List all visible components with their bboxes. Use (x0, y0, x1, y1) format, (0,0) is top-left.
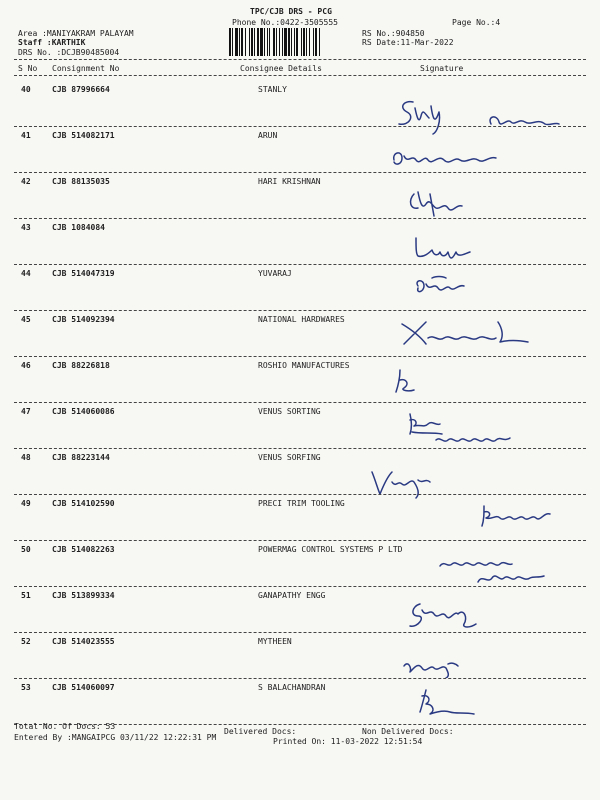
row-divider (14, 356, 586, 357)
row-divider (14, 448, 586, 449)
row-divider (14, 494, 586, 495)
signature-mark (392, 366, 422, 396)
row-consignee: STANLY (258, 85, 287, 94)
signature-mark (388, 146, 508, 170)
signature-mark (406, 410, 516, 448)
row-sno: 49 (21, 499, 31, 508)
column-header-consignee: Consignee Details (240, 64, 322, 73)
table-row (0, 404, 600, 450)
row-consignment-no: CJB 514047319 (52, 269, 115, 278)
row-sno: 48 (21, 453, 31, 462)
signature-mark (412, 274, 472, 298)
delivered-docs: Delivered Docs: (224, 727, 297, 736)
row-consignment-no: CJB 88226818 (52, 361, 110, 370)
row-consignee: POWERMAG CONTROL SYSTEMS P LTD (258, 545, 403, 554)
signature-mark (406, 598, 486, 634)
row-sno: 43 (21, 223, 31, 232)
signature-mark (410, 234, 480, 262)
printed-on: Printed On: 11-03-2022 12:51:54 (273, 737, 423, 746)
row-consignment-no: CJB 87996664 (52, 85, 110, 94)
row-divider (14, 586, 586, 587)
row-consignment-no: CJB 514102590 (52, 499, 115, 508)
signature-mark (436, 554, 556, 588)
row-consignment-no: CJB 88135035 (52, 177, 110, 186)
table-row (0, 358, 600, 404)
row-divider (14, 264, 586, 265)
signature-mark (414, 686, 484, 720)
page-number: Page No.:4 (452, 18, 501, 27)
table-row (0, 588, 600, 634)
row-divider (14, 540, 586, 541)
row-sno: 42 (21, 177, 31, 186)
row-consignee: YUVARAJ (258, 269, 292, 278)
table-row (0, 174, 600, 220)
row-consignee: VENUS SORTING (258, 407, 321, 416)
row-consignment-no: CJB 514082263 (52, 545, 115, 554)
signature-mark (404, 186, 474, 218)
row-divider (14, 172, 586, 173)
row-consignment-no: CJB 514023555 (52, 637, 115, 646)
row-sno: 53 (21, 683, 31, 692)
header-divider (14, 59, 586, 60)
row-divider (14, 218, 586, 219)
row-sno: 50 (21, 545, 31, 554)
row-consignee: VENUS SORFING (258, 453, 321, 462)
area-label: Area :MANIYAKRAM PALAYAM (18, 29, 134, 38)
table-row (0, 634, 600, 680)
row-sno: 45 (21, 315, 31, 324)
row-consignment-no: CJB 88223144 (52, 453, 110, 462)
row-consignment-no: CJB 513899334 (52, 591, 115, 600)
row-sno: 52 (21, 637, 31, 646)
phone-number: Phone No.:0422-3505555 (232, 18, 338, 27)
column-header-sno: S No (18, 64, 38, 73)
row-sno: 51 (21, 591, 31, 600)
entered-by: Entered By :MANGAIPCG 03/11/22 12:22:31 PM (14, 733, 217, 742)
row-consignee: NATIONAL HARDWARES (258, 315, 345, 324)
row-consignment-no: CJB 514060086 (52, 407, 115, 416)
document-title: TPC/CJB DRS - PCG (250, 7, 332, 16)
row-consignee: ARUN (258, 131, 278, 140)
staff-label: Staff :KARTHIK (18, 38, 86, 47)
rs-date: RS Date:11-Mar-2022 (362, 38, 454, 47)
row-sno: 44 (21, 269, 31, 278)
row-consignment-no: CJB 514092394 (52, 315, 115, 324)
total-docs: Total No. Of Docs: 53 (14, 722, 116, 731)
rs-number: RS No.:904850 (362, 29, 425, 38)
table-row (0, 312, 600, 358)
row-consignee: PRECI TRIM TOOLING (258, 499, 345, 508)
table-row (0, 128, 600, 174)
row-consignee: S BALACHANDRAN (258, 683, 326, 692)
row-consignee: MYTHEEN (258, 637, 292, 646)
row-sno: 46 (21, 361, 31, 370)
row-divider (14, 310, 586, 311)
row-sno: 47 (21, 407, 31, 416)
signature-mark (478, 502, 558, 530)
table-row (0, 220, 600, 266)
row-sno: 40 (21, 85, 31, 94)
table-row (0, 82, 600, 128)
column-header-divider (14, 75, 586, 76)
row-divider (14, 632, 586, 633)
non-delivered-docs: Non Delivered Docs: (362, 727, 454, 736)
table-row (0, 450, 600, 496)
signature-mark (400, 654, 460, 678)
row-sno: 41 (21, 131, 31, 140)
table-row (0, 266, 600, 312)
drs-number: DRS No. :DCJB90485004 (18, 48, 120, 57)
row-consignee: ROSHIO MANUFACTURES (258, 361, 350, 370)
row-consignment-no: CJB 1084084 (52, 223, 105, 232)
row-consignee: GANAPATHY ENGG (258, 591, 326, 600)
barcode (229, 28, 355, 56)
table-row (0, 680, 600, 726)
column-header-signature: Signature (420, 64, 464, 73)
table-row (0, 542, 600, 588)
signature-mark (398, 316, 538, 348)
row-divider (14, 126, 586, 127)
row-consignment-no: CJB 514082171 (52, 131, 115, 140)
row-consignee: HARI KRISHNAN (258, 177, 321, 186)
row-divider (14, 678, 586, 679)
table-row (0, 496, 600, 542)
row-consignment-no: CJB 514060097 (52, 683, 115, 692)
row-divider (14, 402, 586, 403)
column-header-consignment: Consignment No (52, 64, 120, 73)
